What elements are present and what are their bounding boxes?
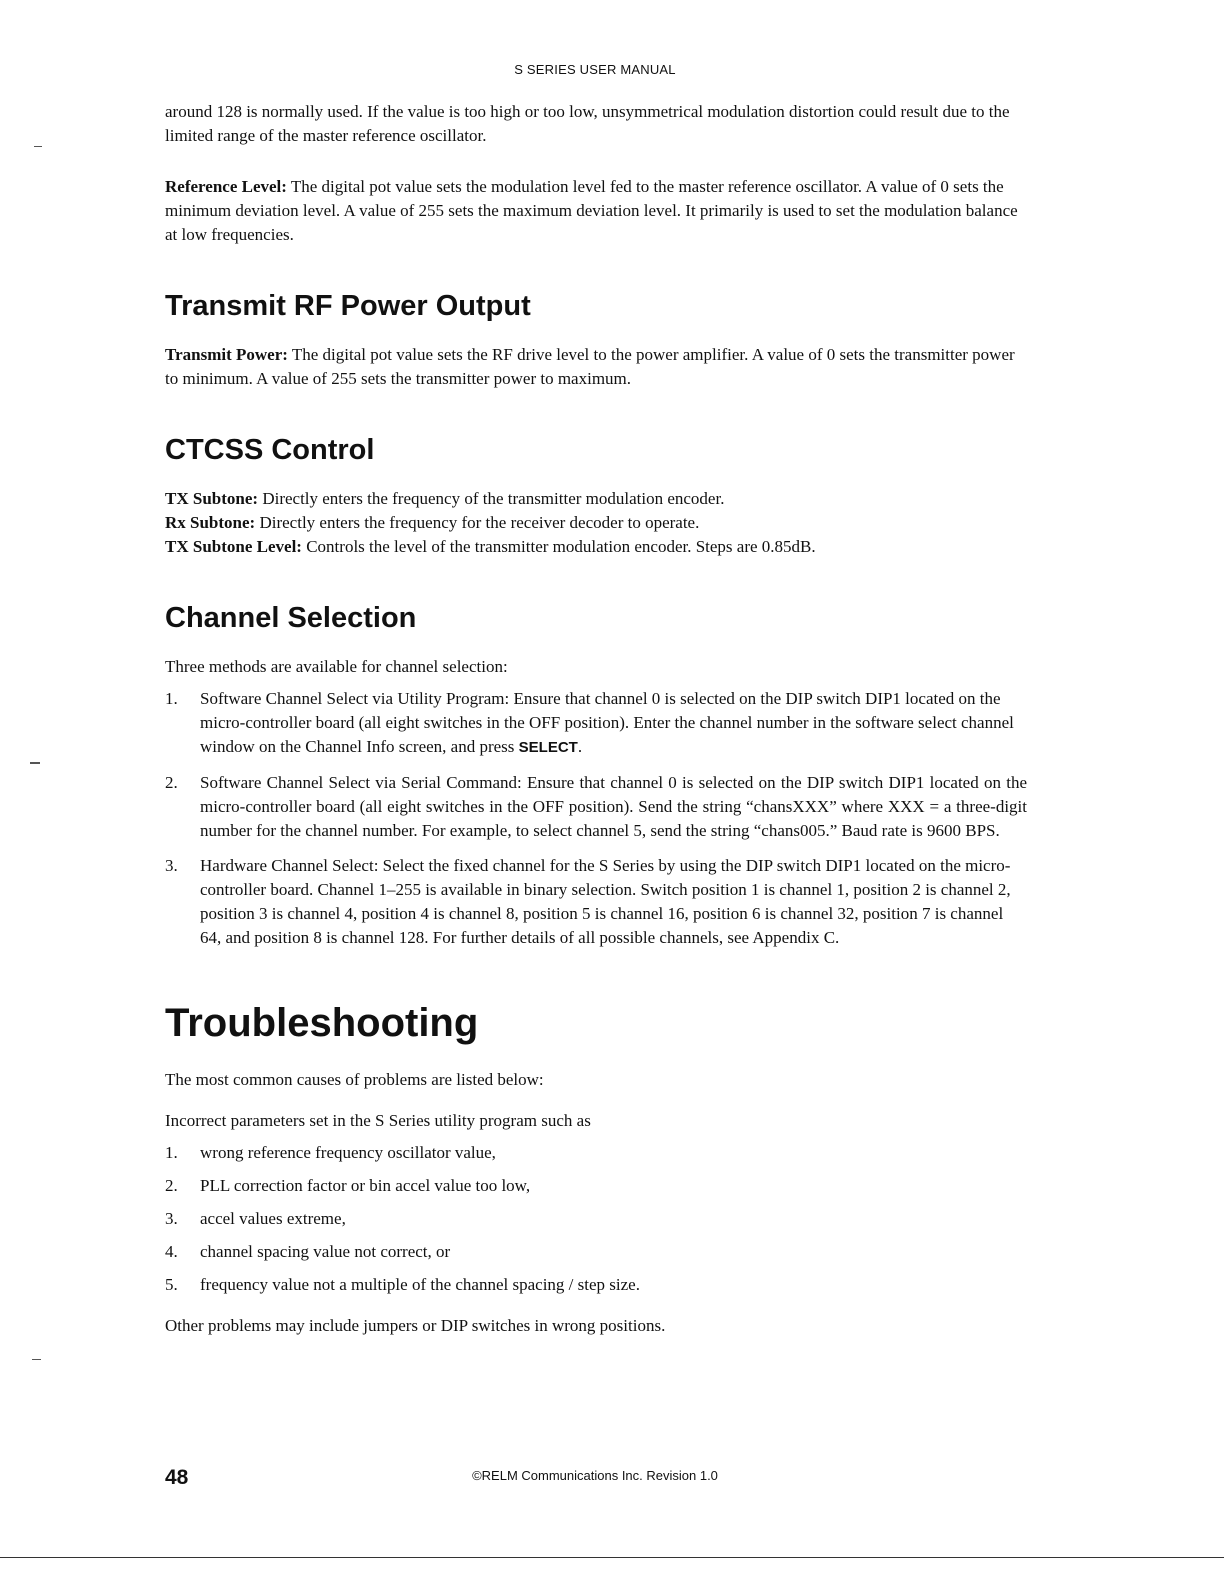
ctcss-text: Controls the level of the transmitter modulation encoder. Steps are 0.85dB. [301, 537, 816, 556]
list-item [165, 1207, 1027, 1231]
troubleshooting-closing: Other problems may include jumpers or DIP switches in wrong positions. [165, 1316, 666, 1335]
reference-level-term: Reference Level: [165, 177, 287, 196]
ctcss-term: TX Subtone: [165, 489, 259, 508]
list-text: PLL correction factor or bin accel value too low, [200, 1176, 531, 1195]
list-item [165, 854, 1027, 950]
reference-level-paragraph [165, 175, 1027, 247]
transmit-power-text: The digital pot value sets the RF drive level to the power amplifier. A value of 0 sets the transmitter power to minimum. A value of 255 sets the transmitter power to maximum. [165, 345, 1015, 388]
page-number: 48 [165, 1466, 189, 1489]
ctcss-text: Directly enters the frequency of the transmitter modulation encoder. [258, 489, 725, 508]
ctcss-term: Rx Subtone: [165, 513, 256, 532]
page-header: S SERIES USER MANUAL [514, 62, 676, 77]
footer-copyright: ©RELM Communications Inc. Revision 1.0 [472, 1468, 718, 1483]
list-item [165, 687, 1027, 760]
list-text: accel values extreme, [200, 1209, 346, 1228]
transmit-power-paragraph [165, 343, 1027, 391]
list-text: Software Channel Select via Serial Command: Ensure that channel 0 is selected on the DIP switch DIP1 located on the micro-controller board (all eight switches in the OFF position). Send the string “chansXXX” where XXX = a three-digit number for the channel number. For example, to select channel 5, send the string “chans005.” Baud rate is 9600 BPS. [200, 773, 1027, 840]
list-item [165, 771, 1027, 843]
troubleshooting-heading: Troubleshooting [165, 1001, 479, 1045]
list-text-end: . [577, 737, 583, 756]
list-text: channel spacing value not correct, or [200, 1242, 451, 1261]
list-text: Hardware Channel Select: Select the fixed channel for the S Series by using the DIP switch DIP1 located on the micro-controller board. Channel 1–255 is available in binary selection. Switch position 1 is channel 1, position 2 is channel 2, position 3 is channel 4, position 4 is channel 8, position 5 is channel 16, position 6 is channel 32, position 7 is channel 64, and position 8 is channel 128. For further details of all possible channels, see Appendix C. [200, 856, 1011, 947]
transmit-power-term: Transmit Power: [165, 345, 288, 364]
list-number: 2. [165, 773, 178, 792]
list-number: 3. [165, 856, 178, 875]
ctcss-heading: CTCSS Control [165, 434, 375, 466]
list-number: 5. [165, 1275, 178, 1294]
list-number: 1. [165, 1143, 178, 1162]
intro-paragraph: around 128 is normally used. If the value is too high or too low, unsymmetrical modulation distortion could result due to the limited range of the master reference oscillator. [165, 102, 1010, 145]
page-content [165, 100, 1027, 1338]
troubleshooting-intro: The most common causes of problems are listed below: [165, 1070, 544, 1089]
ctcss-item [165, 487, 1027, 511]
list-number: 1. [165, 689, 178, 708]
troubleshooting-list [165, 1141, 1027, 1297]
list-text: wrong reference frequency oscillator value, [200, 1143, 496, 1162]
list-item [165, 1174, 1027, 1198]
channel-method-list [165, 687, 1027, 950]
margin-mark [32, 1359, 41, 1360]
list-text: frequency value not a multiple of the channel spacing / step size. [200, 1275, 640, 1294]
reference-level-text: The digital pot value sets the modulation level fed to the master reference oscillator. A value of 0 sets the minimum deviation level. A value of 255 sets the maximum deviation level. It primarily is used to set the modulation balance at low frequencies. [165, 177, 1018, 244]
margin-mark [34, 146, 42, 147]
ctcss-item [165, 511, 1027, 535]
list-number: 3. [165, 1209, 178, 1228]
ctcss-term: TX Subtone Level: [165, 537, 302, 556]
transmit-rf-heading: Transmit RF Power Output [165, 290, 531, 322]
ctcss-item [165, 535, 1027, 559]
bottom-rule [0, 1557, 1224, 1558]
select-command: SELECT [518, 739, 578, 756]
list-number: 4. [165, 1242, 178, 1261]
margin-mark [30, 762, 40, 764]
list-item [165, 1141, 1027, 1165]
ctcss-items [165, 487, 1027, 559]
channel-selection-heading: Channel Selection [165, 602, 417, 634]
list-item [165, 1273, 1027, 1297]
ctcss-text: Directly enters the frequency for the receiver decoder to operate. [255, 513, 700, 532]
troubleshooting-lead: Incorrect parameters set in the S Series utility program such as [165, 1111, 591, 1130]
list-number: 2. [165, 1176, 178, 1195]
channel-selection-intro: Three methods are available for channel selection: [165, 657, 508, 676]
list-text: Software Channel Select via Utility Program: Ensure that channel 0 is selected on the DIP switch DIP1 located on the micro-controller board (all eight switches in the OFF position). Enter the channel number in the software select channel window on the Channel Info screen, and press [200, 689, 1014, 756]
list-item [165, 1240, 1027, 1264]
